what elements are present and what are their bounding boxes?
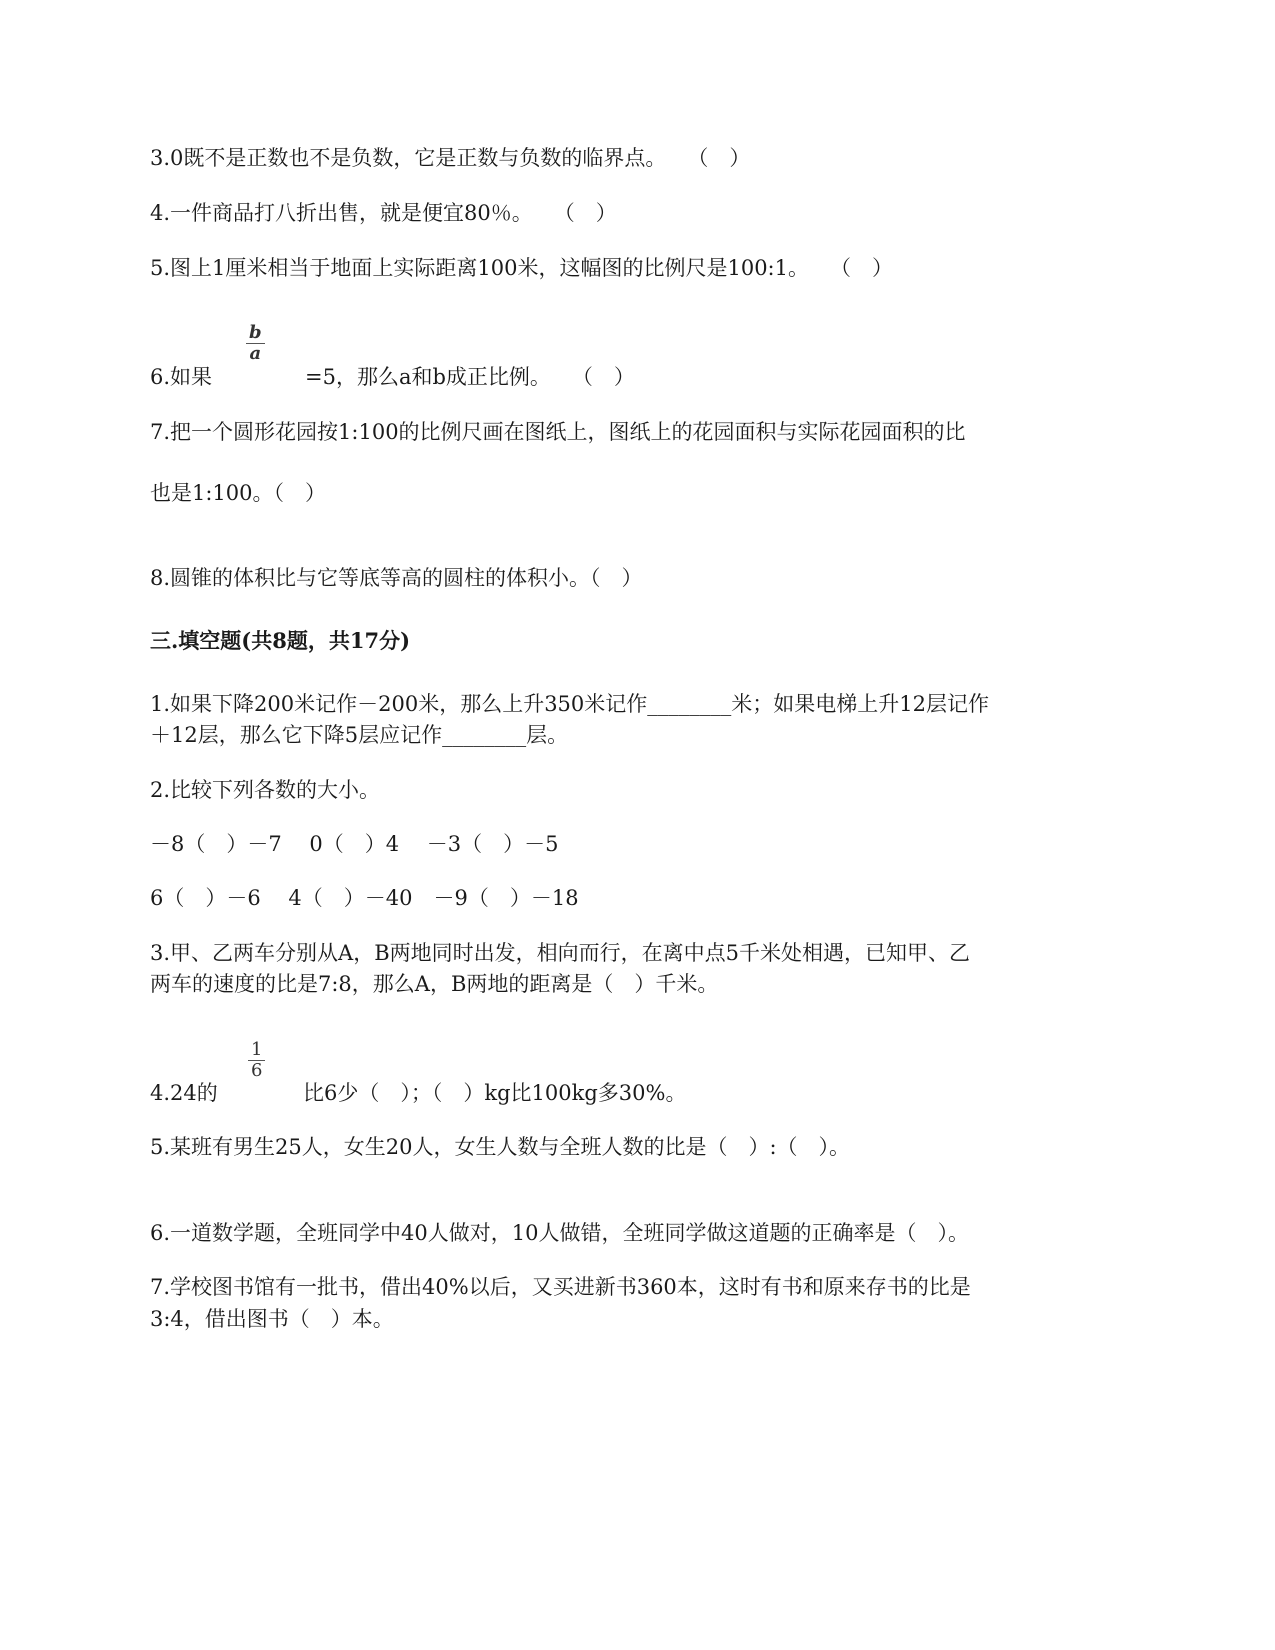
fraction-denominator: 6 xyxy=(251,1060,263,1081)
fill-q2-title: 2.比较下列各数的大小。 xyxy=(150,778,381,802)
fill-q5: 5.某班有男生25人，女生20人，女生人数与全班人数的比是（ ）:（ ）。 xyxy=(150,1135,851,1159)
fill-q4-suffix: 比6少（ ）；（ ）kg比100kg多30%。 xyxy=(303,1081,687,1105)
fill-q2-row2: 6（ ）－6 4（ ）－40 －9（ ）－18 xyxy=(150,886,579,910)
fill-q4-fraction xyxy=(248,1040,265,1081)
fill-q6: 6.一道数学题，全班同学中40人做对，10人做错，全班同学做这道题的正确率是（ ）。 xyxy=(150,1221,969,1245)
fill-q7-line2: 3:4，借出图书（ ）本。 xyxy=(150,1307,394,1331)
judgement-q6-fraction xyxy=(246,323,265,364)
fraction-denominator: a xyxy=(249,343,262,364)
fraction-numerator: b xyxy=(246,323,265,344)
judgement-q4: 4.一件商品打八折出售，就是便宜80％。 （ ） xyxy=(150,201,617,225)
fraction-numerator: 1 xyxy=(248,1040,265,1061)
judgement-q5: 5.图上1厘米相当于地面上实际距离100米，这幅图的比例尺是100:1。 （ ） xyxy=(150,256,893,280)
fill-q4-prefix: 4.24的 xyxy=(150,1081,218,1105)
judgement-q6-prefix: 6.如果 xyxy=(150,365,213,389)
judgement-q3: 3.0既不是正数也不是负数，它是正数与负数的临界点。 （ ） xyxy=(150,146,751,170)
judgement-q6-suffix: =5，那么a和b成正比例。 （ ） xyxy=(305,365,635,389)
fill-q1-line1: 1.如果下降200米记作－200米，那么上升350米记作________米；如果电梯上升12层记作 xyxy=(150,692,990,716)
fill-q3-line2: 两车的速度的比是7:8，那么A，B两地的距离是（ ）千米。 xyxy=(150,972,719,996)
fill-q2-row1: －8（ ）－7 0（ ）4 －3（ ）－5 xyxy=(150,832,559,856)
judgement-q7-line2: 也是1:100。（ ） xyxy=(150,481,327,505)
judgement-q7-line1: 7.把一个圆形花园按1:100的比例尺画在图纸上，图纸上的花园面积与实际花园面积的比 xyxy=(150,420,966,444)
section-heading: 三.填空题(共8题，共17分) xyxy=(150,628,411,653)
fill-q1-line2: ＋12层，那么它下降5层应记作________层。 xyxy=(150,723,569,747)
fill-q7-line1: 7.学校图书馆有一批书，借出40%以后，又买进新书360本，这时有书和原来存书的比是 xyxy=(150,1275,971,1299)
judgement-q8: 8.圆锥的体积比与它等底等高的圆柱的体积小。（ ） xyxy=(150,566,643,590)
fill-q3-line1: 3.甲、乙两车分别从A，B两地同时出发，相向而行，在离中点5千米处相遇，已知甲、乙 xyxy=(150,941,970,965)
